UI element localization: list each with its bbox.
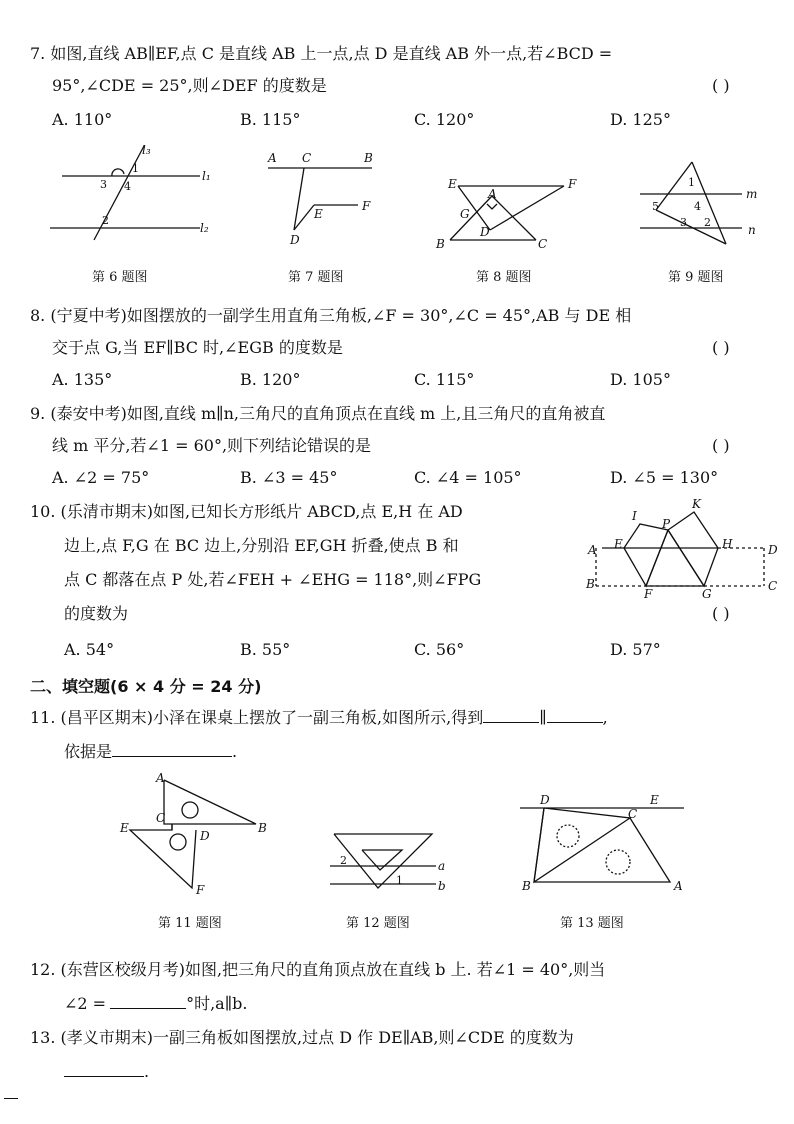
- q13-period: .: [144, 1062, 150, 1081]
- fig7-label-b: B: [364, 151, 373, 165]
- fig9-angle-4: 4: [694, 200, 701, 213]
- figure-8: [432, 170, 592, 252]
- q11-text: 11. (昌平区期末)小泽在课桌上摆放了一副三角板,如图所示,得到: [30, 708, 484, 727]
- fig6-angle-1: 1: [132, 162, 139, 175]
- q11-parallel-sign: ∥: [539, 708, 547, 727]
- q8-option-c: C. 115°: [414, 370, 475, 389]
- fig9-angle-5: 5: [652, 200, 659, 213]
- fig8-label-c: C: [538, 237, 548, 251]
- fig11-label-a: A: [156, 771, 165, 785]
- q10-option-d: D. 57°: [610, 640, 661, 659]
- q9-option-b: B. ∠3 = 45°: [240, 468, 338, 487]
- q9-line1: 9. (泰安中考)如图,直线 m∥n,三角尺的直角顶点在直线 m 上,且三角尺的直角被直: [30, 404, 606, 423]
- q13-line2: [64, 1062, 149, 1082]
- figure-10: [584, 498, 784, 602]
- fig9-angle-2: 2: [704, 216, 711, 229]
- q11-comma: ,: [602, 708, 608, 727]
- q9-option-a: A. ∠2 = 75°: [52, 468, 150, 487]
- q9-option-d: D. ∠5 = 130°: [610, 468, 719, 487]
- fig10-label-g: G: [702, 587, 712, 601]
- fig8-label-b: B: [436, 237, 445, 251]
- fig7-label-e: E: [314, 207, 323, 221]
- fig10-label-i: I: [632, 509, 637, 523]
- q10-line2: 边上,点 F,G 在 BC 边上,分别沿 EF,GH 折叠,使点 B 和: [64, 536, 459, 555]
- q11-period: .: [232, 742, 238, 761]
- fig10-label-a: A: [588, 543, 597, 557]
- q7-line2: 95°,∠CDE = 25°,则∠DEF 的度数是: [52, 76, 327, 95]
- q8-line1: 8. (宁夏中考)如图摆放的一副学生用直角三角板,∠F = 30°,∠C = 45°,AB 与 DE 相: [30, 306, 632, 325]
- q7-option-b: B. 115°: [240, 110, 301, 129]
- q7-option-d: D. 125°: [610, 110, 671, 129]
- caption-figure-6: 第 6 题图: [92, 270, 148, 285]
- q12-line2: [64, 994, 247, 1014]
- q11-blank-2[interactable]: [547, 708, 603, 723]
- q8-option-a: A. 135°: [52, 370, 113, 389]
- fig13-label-b: B: [522, 879, 531, 893]
- caption-figure-9: 第 9 题图: [668, 270, 724, 285]
- figure-11: [116, 770, 276, 898]
- q8-option-b: B. 120°: [240, 370, 301, 389]
- q11-blank-1[interactable]: [483, 708, 539, 723]
- caption-figure-12: 第 12 题图: [346, 916, 410, 931]
- fig7-label-d: D: [290, 233, 300, 247]
- fig10-label-f: F: [644, 587, 653, 601]
- fig13-label-c: C: [628, 807, 638, 821]
- fig12-label-b: b: [438, 879, 446, 893]
- fig10-label-e: E: [614, 537, 623, 551]
- q12-blank[interactable]: [110, 994, 186, 1009]
- fig10-label-b: B: [586, 577, 595, 591]
- fig9-angle-1: 1: [688, 176, 695, 189]
- q12-angle-label: ∠2 =: [64, 994, 107, 1013]
- caption-figure-11: 第 11 题图: [158, 916, 222, 931]
- fig9-angle-3: 3: [680, 216, 687, 229]
- fig8-label-g: G: [460, 207, 470, 221]
- q8-answer-paren: ( ): [712, 338, 730, 357]
- fig10-label-p: P: [662, 517, 671, 531]
- fig6-label-l3: l₃: [142, 143, 151, 157]
- fig7-label-f: F: [362, 199, 371, 213]
- q10-line1: 10. (乐清市期末)如图,已知长方形纸片 ABCD,点 E,H 在 AD: [30, 502, 463, 521]
- page-footer-mark: [4, 1098, 18, 1099]
- q8-line2: 交于点 G,当 EF∥BC 时,∠EGB 的度数是: [52, 338, 343, 357]
- fig6-angle-3: 3: [100, 178, 107, 191]
- q10-line4: 的度数为: [64, 604, 129, 623]
- fig7-label-a: A: [268, 151, 277, 165]
- q11-line2: [64, 742, 237, 762]
- caption-figure-13: 第 13 题图: [560, 916, 624, 931]
- q9-option-c: C. ∠4 = 105°: [414, 468, 522, 487]
- q9-answer-paren: ( ): [712, 436, 730, 455]
- q13-line1: 13. (孝义市期末)一副三角板如图摆放,过点 D 作 DE∥AB,则∠CDE 的度数为: [30, 1028, 574, 1047]
- fig6-label-l2: l₂: [200, 221, 209, 235]
- q7-option-a: A. 110°: [52, 110, 113, 129]
- q12-line1: 12. (东营区校级月考)如图,把三角尺的直角顶点放在直线 b 上. 若∠1 = 40°,则当: [30, 960, 606, 979]
- q10-option-c: C. 56°: [414, 640, 465, 659]
- fig11-label-c: C: [156, 811, 166, 825]
- q11-reason-label: 依据是: [64, 742, 113, 761]
- figure-7: [262, 150, 382, 250]
- fig10-label-h: H: [722, 537, 733, 551]
- fig7-label-c: C: [302, 151, 312, 165]
- q7-option-c: C. 120°: [414, 110, 475, 129]
- fig11-label-d: D: [200, 829, 210, 843]
- q10-option-b: B. 55°: [240, 640, 291, 659]
- q10-line3: 点 C 都落在点 P 处,若∠FEH + ∠EHG = 118°,则∠FPG: [64, 570, 482, 589]
- figure-6: [40, 140, 220, 250]
- fig8-label-d: D: [480, 225, 490, 239]
- fig8-label-e: E: [448, 177, 457, 191]
- fig8-label-a: A: [488, 187, 497, 201]
- fig8-label-f: F: [568, 177, 577, 191]
- q11-line1: [30, 708, 608, 728]
- fig10-label-k: K: [692, 497, 701, 511]
- q8-option-d: D. 105°: [610, 370, 671, 389]
- fig11-label-e: E: [120, 821, 129, 835]
- figure-12: [326, 828, 456, 898]
- fig12-label-a: a: [438, 859, 446, 873]
- fig6-label-l1: l₁: [202, 169, 211, 183]
- section-fill-in-heading: 二、填空题(6 × 4 分 = 24 分): [30, 677, 262, 696]
- q10-option-a: A. 54°: [64, 640, 115, 659]
- caption-figure-7: 第 7 题图: [288, 270, 344, 285]
- q10-answer-paren: ( ): [712, 604, 730, 623]
- figure-9: [632, 156, 782, 252]
- fig13-label-a: A: [674, 879, 683, 893]
- q13-blank[interactable]: [64, 1062, 144, 1077]
- fig10-label-d: D: [768, 543, 778, 557]
- fig9-label-m: m: [746, 187, 758, 201]
- figure-13: [514, 794, 694, 898]
- fig9-label-n: n: [748, 223, 756, 237]
- q11-reason-blank[interactable]: [112, 742, 232, 757]
- fig6-angle-4: 4: [124, 180, 131, 193]
- q7-answer-paren: ( ): [712, 76, 730, 95]
- q7-line1: 7. 如图,直线 AB∥EF,点 C 是直线 AB 上一点,点 D 是直线 AB 外一点,若∠BCD =: [30, 44, 613, 63]
- fig11-label-b: B: [258, 821, 267, 835]
- fig10-label-c: C: [768, 579, 778, 593]
- q12-condition: °时,a∥b.: [186, 994, 248, 1013]
- fig12-angle-2: 2: [340, 854, 347, 867]
- fig13-label-e: E: [650, 793, 659, 807]
- q9-line2: 线 m 平分,若∠1 = 60°,则下列结论错误的是: [52, 436, 372, 455]
- fig11-label-f: F: [196, 883, 205, 897]
- fig6-angle-2: 2: [102, 214, 109, 227]
- fig13-label-d: D: [540, 793, 550, 807]
- fig12-angle-1: 1: [396, 874, 403, 887]
- caption-figure-8: 第 8 题图: [476, 270, 532, 285]
